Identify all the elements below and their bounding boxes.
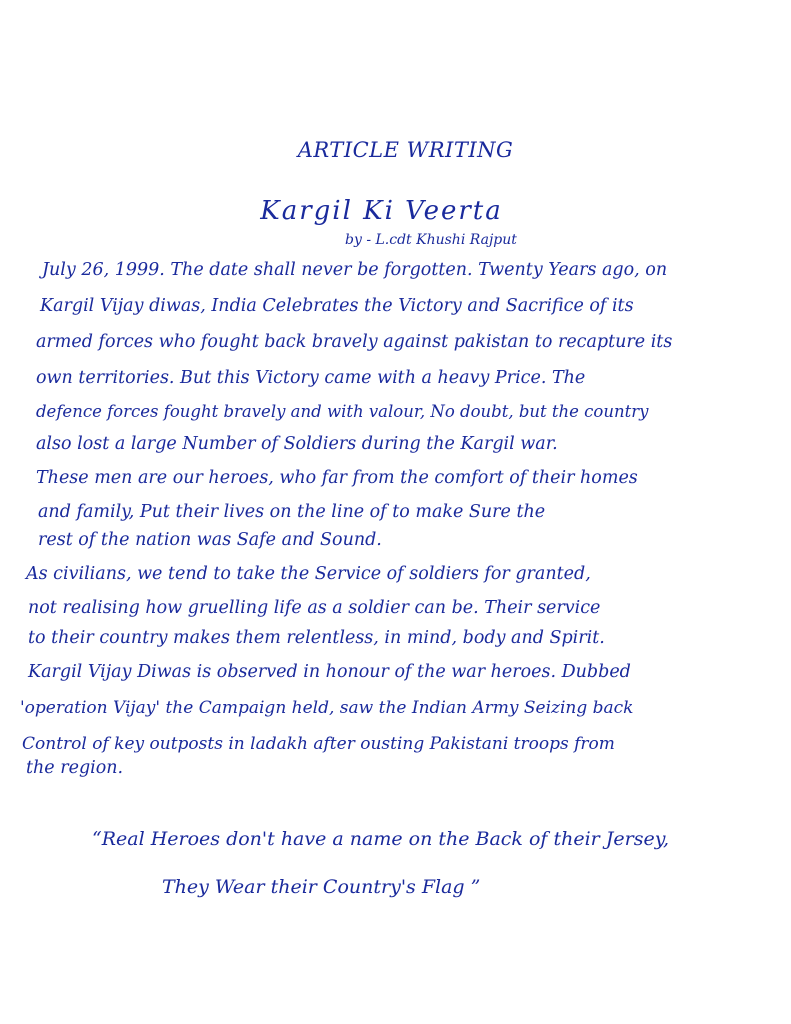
body-line: rest of the nation was Safe and Sound. bbox=[38, 530, 382, 550]
body-line: Kargil Vijay diwas, India Celebrates the Victory and Sacrifice of its bbox=[40, 296, 634, 316]
body-line: July 26, 1999. The date shall never be forgotten. Twenty Years ago, on bbox=[42, 260, 668, 280]
quote-line: They Wear their Country's Flag ” bbox=[162, 876, 481, 898]
author-byline: by - L.cdt Khushi Rajput bbox=[345, 232, 517, 248]
body-line: Control of key outposts in ladakh after ousting Pakistani troops from bbox=[22, 734, 615, 754]
body-line: also lost a large Number of Soldiers during the Kargil war. bbox=[36, 434, 558, 454]
body-line: These men are our heroes, who far from the comfort of their homes bbox=[36, 468, 638, 488]
body-line: 'operation Vijay' the Campaign held, saw the Indian Army Seizing back bbox=[20, 698, 634, 718]
body-line: not realising how gruelling life as a soldier can be. Their service bbox=[28, 598, 601, 618]
body-line: Kargil Vijay Diwas is observed in honour of the war heroes. Dubbed bbox=[28, 662, 631, 682]
body-line: own territories. But this Victory came with a heavy Price. The bbox=[36, 368, 586, 388]
body-line: As civilians, we tend to take the Service of soldiers for granted, bbox=[26, 564, 591, 584]
body-line: the region. bbox=[26, 758, 124, 778]
body-line: and family, Put their lives on the line of to make Sure the bbox=[38, 502, 546, 522]
quote-line: “Real Heroes don't have a name on the Back of their Jersey, bbox=[92, 828, 669, 850]
body-line: defence forces fought bravely and with valour, No doubt, but the country bbox=[36, 402, 649, 421]
document-title: ARTICLE WRITING bbox=[297, 138, 514, 162]
body-line: to their country makes them relentless, in mind, body and Spirit. bbox=[28, 628, 605, 648]
body-line: armed forces who fought back bravely against pakistan to recapture its bbox=[36, 332, 673, 352]
article-subtitle: Kargil Ki Veerta bbox=[260, 196, 503, 226]
